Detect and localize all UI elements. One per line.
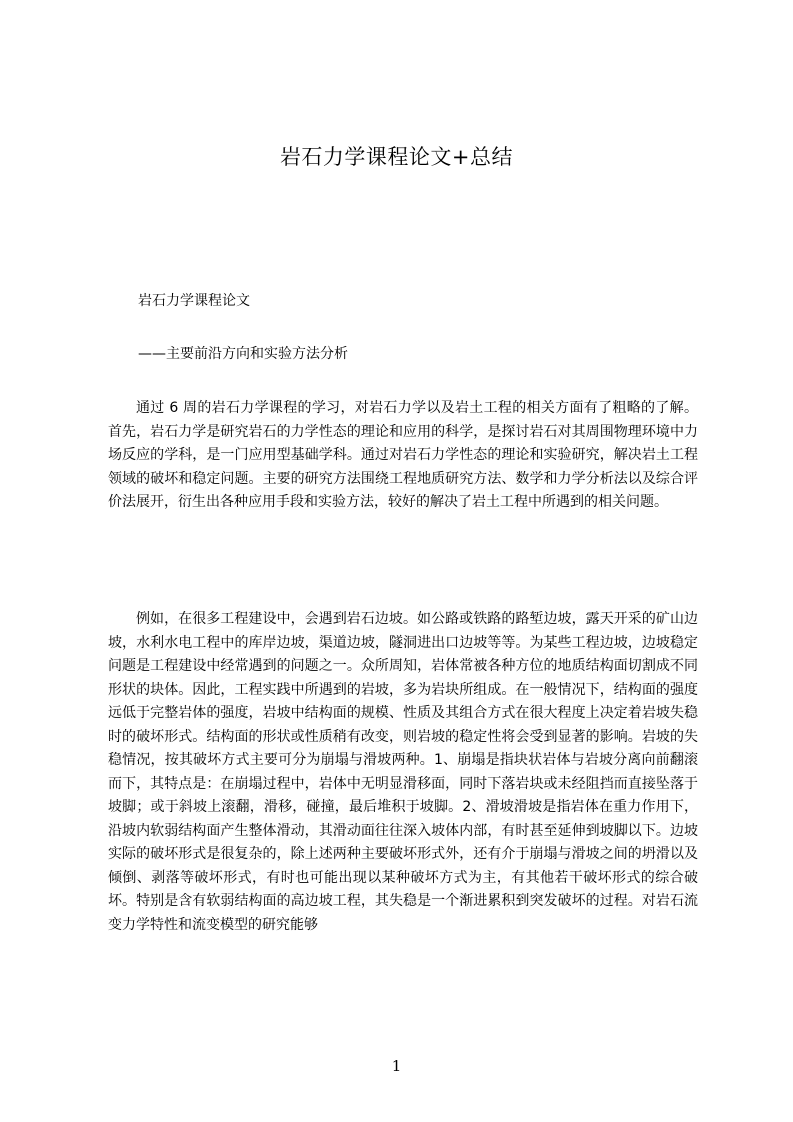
paper-subheading: ——主要前沿方向和实验方法分析 xyxy=(138,346,348,362)
paper-title: 岩石力学课程论文 xyxy=(138,293,250,309)
document-title: 岩石力学课程论文+总结 xyxy=(279,145,514,169)
body-paragraph: 通过 6 周的岩石力学课程的学习，对岩石力学以及岩土工程的相关方面有了粗略的了解。首先，岩石力学是研究岩石的力学性态的理论和应用的科学，是探讨岩石对其周围物理环境中力场反应的学科，是一门应用型基础学科。通过对岩石力学性态的理论和实验研究，解决岩土工程领域的破坏和稳定问题。主要的研究方法围绕工程地质研究方法、数学和力学分析法以及综合评价法展开，衍生出各种应用手段和实验方法，较好的解决了岩土工程中所遇到的相关问题。 xyxy=(108,400,698,510)
page-number: 1 xyxy=(391,1057,402,1075)
body-paragraph: 例如，在很多工程建设中，会遇到岩石边坡。如公路或铁路的路堑边坡，露天开采的矿山边坡，水利水电工程中的库岸边坡，渠道边坡，隧洞进出口边坡等等。为某些工程边坡，边坡稳定问题是工程建设中经常遇到的问题之一。众所周知，岩体常被各种方位的地质结构面切割成不同形状的块体。因此，工程实践中所遇到的岩坡，多为岩块所组成。在一般情况下，结构面的强度远低于完整岩体的强度，岩坡中结构面的规模、性质及其组合方式在很大程度上决定着岩坡失稳时的破坏形式。结构面的形状或性质稍有改变，则岩坡的稳定性将会受到显著的影响。岩坡的失稳情况，按其破坏方式主要可分为崩塌与滑坡两种。1、崩塌是指块状岩体与岩坡分离向前翻滚而下，其特点是：在崩塌过程中，岩体中无明显滑移面，同时下落岩块或未经阻挡而直接坠落于坡脚；或于斜坡上滚翻，滑移，碰撞，最后堆积于坡脚。2、滑坡滑坡是指岩体在重力作用下，沿坡内软弱结构面产生整体滑动，其滑动面往往深入坡体内部，有时甚至延伸到坡脚以下。边坡实际的破坏形式是很复杂的，除上述两种主要破坏形式外，还有介于崩塌与滑坡之间的坍滑以及倾倒、剥落等破坏形式，有时也可能出现以某种破坏方式为主，有其他若干破坏形式的综合破坏。特别是含有软弱结构面的高边坡工程，其失稳是一个渐进累积到突发破坏的过程。对岩石流变力学特性和流变模型的研究能够 xyxy=(108,611,698,933)
